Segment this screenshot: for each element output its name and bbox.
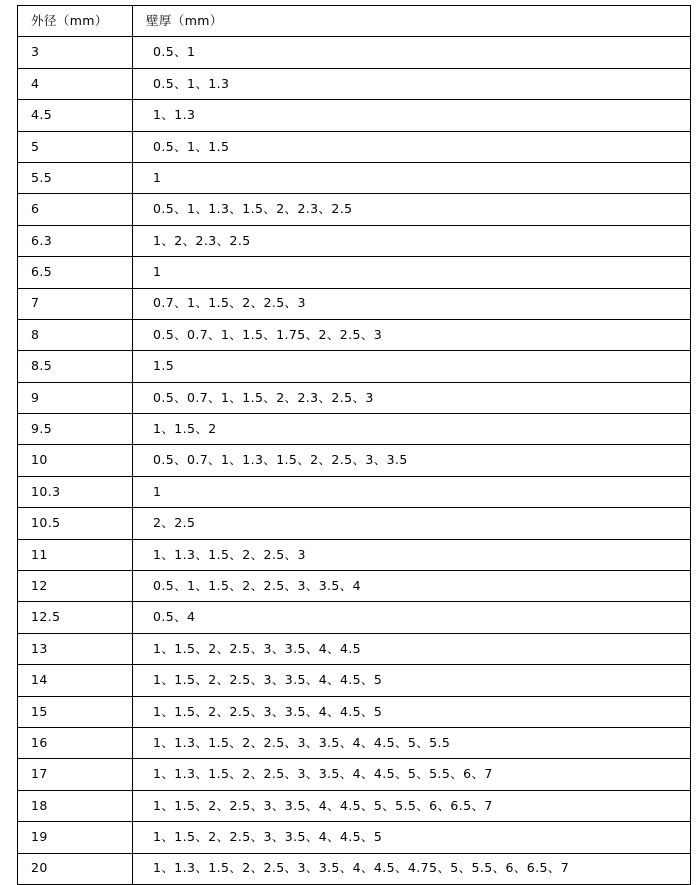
table-row bbox=[18, 571, 691, 602]
wall-thickness-cell: 0.5、1、1.5 bbox=[133, 131, 691, 162]
outer-diameter-cell: 6.3 bbox=[18, 225, 133, 256]
table-row bbox=[18, 696, 691, 727]
table-row bbox=[18, 414, 691, 445]
wall-thickness-cell: 1、2、2.3、2.5 bbox=[133, 225, 691, 256]
wall-thickness-cell: 1、1.5、2、2.5、3、3.5、4、4.5、5 bbox=[133, 696, 691, 727]
outer-diameter-cell: 20 bbox=[18, 853, 133, 884]
table-row bbox=[18, 382, 691, 413]
table-row bbox=[18, 822, 691, 853]
wall-thickness-cell: 0.5、0.7、1、1.3、1.5、2、2.5、3、3.5 bbox=[133, 445, 691, 476]
table-row bbox=[18, 194, 691, 225]
wall-thickness-cell: 1、1.5、2、2.5、3、3.5、4、4.5 bbox=[133, 633, 691, 664]
wall-thickness-cell: 1、1.5、2、2.5、3、3.5、4、4.5、5、5.5、6、6.5、7 bbox=[133, 790, 691, 821]
outer-diameter-cell: 8.5 bbox=[18, 351, 133, 382]
header-outer-diameter: 外径（mm） bbox=[18, 6, 133, 37]
wall-thickness-cell: 1、1.5、2、2.5、3、3.5、4、4.5、5 bbox=[133, 665, 691, 696]
wall-thickness-cell: 1、1.3、1.5、2、2.5、3、3.5、4、4.5、5、5.5 bbox=[133, 727, 691, 758]
wall-thickness-cell: 0.5、1、1.3 bbox=[133, 68, 691, 99]
table-header-row bbox=[18, 6, 691, 37]
outer-diameter-cell: 15 bbox=[18, 696, 133, 727]
outer-diameter-cell: 3 bbox=[18, 37, 133, 68]
wall-thickness-cell: 0.5、0.7、1、1.5、2、2.3、2.5、3 bbox=[133, 382, 691, 413]
wall-thickness-cell: 1、1.3、1.5、2、2.5、3 bbox=[133, 539, 691, 570]
table-row bbox=[18, 508, 691, 539]
table-body bbox=[18, 37, 691, 885]
table-row bbox=[18, 790, 691, 821]
table-row bbox=[18, 539, 691, 570]
outer-diameter-cell: 8 bbox=[18, 319, 133, 350]
table-row bbox=[18, 445, 691, 476]
wall-thickness-cell: 0.5、1、1.5、2、2.5、3、3.5、4 bbox=[133, 571, 691, 602]
outer-diameter-cell: 13 bbox=[18, 633, 133, 664]
table-row bbox=[18, 759, 691, 790]
wall-thickness-cell: 1 bbox=[133, 162, 691, 193]
outer-diameter-cell: 14 bbox=[18, 665, 133, 696]
table-row bbox=[18, 37, 691, 68]
wall-thickness-cell: 1、1.5、2、2.5、3、3.5、4、4.5、5 bbox=[133, 822, 691, 853]
outer-diameter-cell: 17 bbox=[18, 759, 133, 790]
table-row bbox=[18, 727, 691, 758]
table-row bbox=[18, 351, 691, 382]
wall-thickness-cell: 1.5 bbox=[133, 351, 691, 382]
wall-thickness-cell: 0.5、4 bbox=[133, 602, 691, 633]
table-row bbox=[18, 633, 691, 664]
table-row bbox=[18, 68, 691, 99]
table-row bbox=[18, 257, 691, 288]
wall-thickness-cell: 0.5、1 bbox=[133, 37, 691, 68]
header-wall-thickness: 壁厚（mm） bbox=[133, 6, 691, 37]
outer-diameter-cell: 4.5 bbox=[18, 100, 133, 131]
wall-thickness-cell: 1、1.3、1.5、2、2.5、3、3.5、4、4.5、4.75、5、5.5、6、6.5、7 bbox=[133, 853, 691, 884]
outer-diameter-cell: 16 bbox=[18, 727, 133, 758]
table-row bbox=[18, 288, 691, 319]
table-row bbox=[18, 225, 691, 256]
outer-diameter-cell: 10.5 bbox=[18, 508, 133, 539]
outer-diameter-cell: 9 bbox=[18, 382, 133, 413]
outer-diameter-cell: 11 bbox=[18, 539, 133, 570]
outer-diameter-cell: 4 bbox=[18, 68, 133, 99]
wall-thickness-cell: 1、1.3、1.5、2、2.5、3、3.5、4、4.5、5、5.5、6、7 bbox=[133, 759, 691, 790]
outer-diameter-cell: 10.3 bbox=[18, 476, 133, 507]
outer-diameter-cell: 12 bbox=[18, 571, 133, 602]
table-row bbox=[18, 853, 691, 884]
table-row bbox=[18, 665, 691, 696]
outer-diameter-cell: 5 bbox=[18, 131, 133, 162]
outer-diameter-cell: 10 bbox=[18, 445, 133, 476]
wall-thickness-cell: 1、1.5、2 bbox=[133, 414, 691, 445]
table-row bbox=[18, 319, 691, 350]
outer-diameter-cell: 7 bbox=[18, 288, 133, 319]
wall-thickness-cell: 1、1.3 bbox=[133, 100, 691, 131]
wall-thickness-cell: 0.7、1、1.5、2、2.5、3 bbox=[133, 288, 691, 319]
outer-diameter-cell: 6 bbox=[18, 194, 133, 225]
outer-diameter-cell: 6.5 bbox=[18, 257, 133, 288]
outer-diameter-cell: 5.5 bbox=[18, 162, 133, 193]
outer-diameter-cell: 12.5 bbox=[18, 602, 133, 633]
wall-thickness-cell: 2、2.5 bbox=[133, 508, 691, 539]
table-row bbox=[18, 131, 691, 162]
outer-diameter-cell: 19 bbox=[18, 822, 133, 853]
tube-spec-table bbox=[17, 5, 691, 885]
table-row bbox=[18, 476, 691, 507]
outer-diameter-cell: 9.5 bbox=[18, 414, 133, 445]
wall-thickness-cell: 0.5、1、1.3、1.5、2、2.3、2.5 bbox=[133, 194, 691, 225]
wall-thickness-cell: 1 bbox=[133, 257, 691, 288]
wall-thickness-cell: 0.5、0.7、1、1.5、1.75、2、2.5、3 bbox=[133, 319, 691, 350]
table-row bbox=[18, 602, 691, 633]
wall-thickness-cell: 1 bbox=[133, 476, 691, 507]
table-row bbox=[18, 162, 691, 193]
table-row bbox=[18, 100, 691, 131]
outer-diameter-cell: 18 bbox=[18, 790, 133, 821]
